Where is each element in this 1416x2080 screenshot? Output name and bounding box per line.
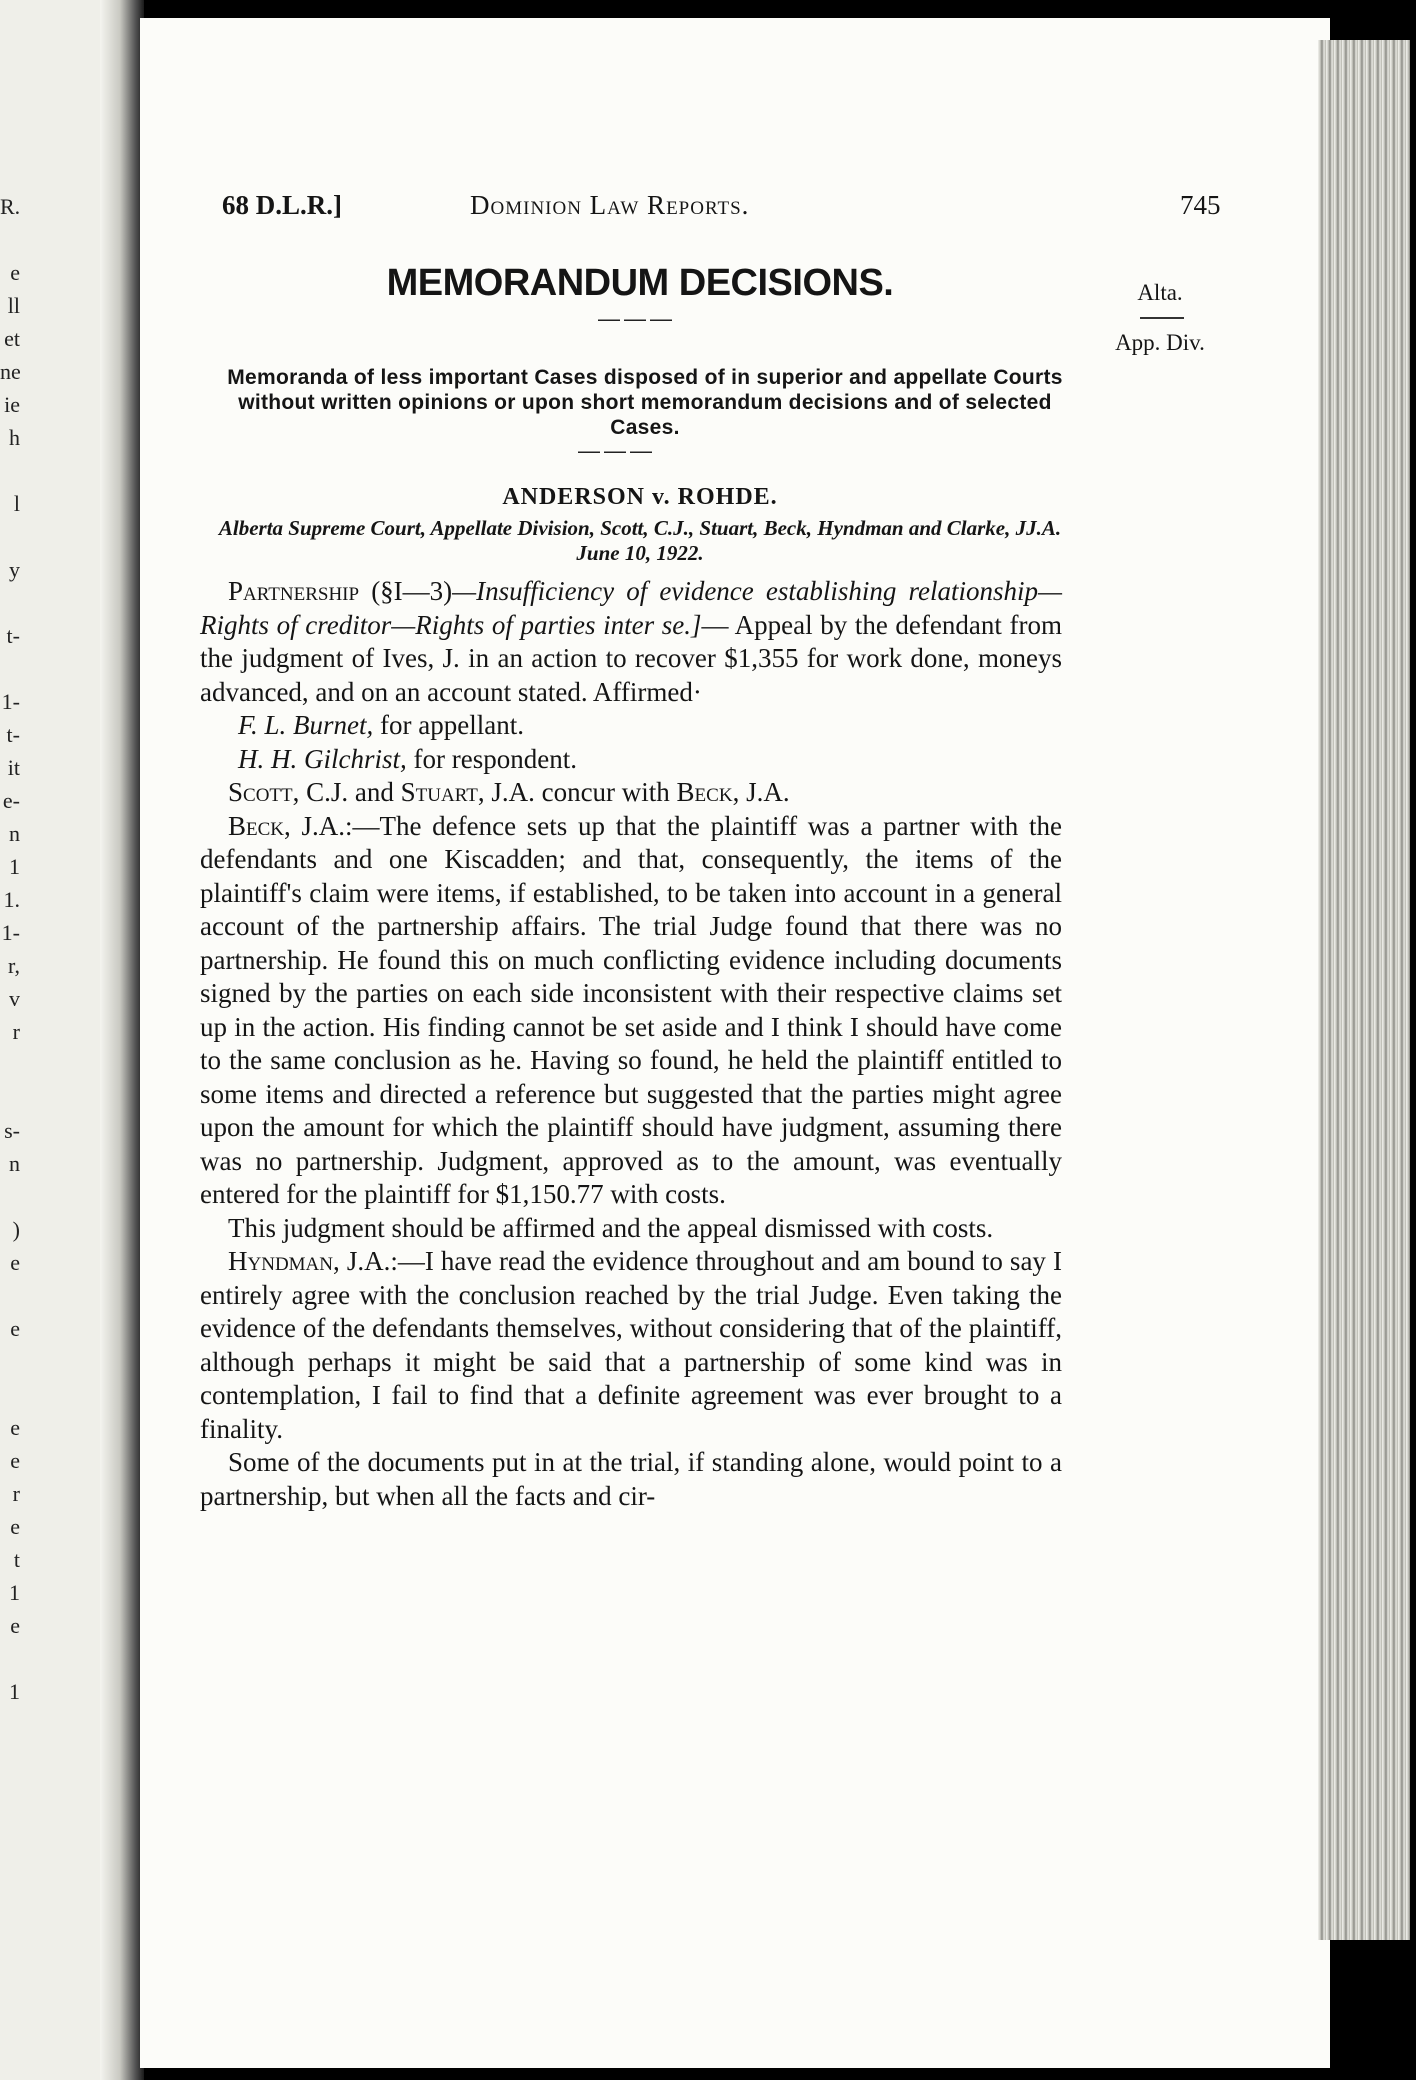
facing-page-fragment: [0, 1048, 20, 1081]
facing-page-fragment: v: [9, 986, 20, 1011]
page-number: 745: [1180, 190, 1221, 220]
concurrence-text-2: , J.A. concur with: [477, 777, 677, 807]
headnote-ref: (§I—3): [371, 576, 453, 606]
facing-page-fragment: ne: [0, 359, 21, 384]
margin-note-court: App. Div.: [1115, 330, 1205, 355]
judge-beck: Beck: [676, 777, 733, 807]
facing-page-fragment: t-: [6, 623, 20, 648]
facing-page-fragment: [0, 1345, 20, 1378]
facing-page-fragment: 1-: [1, 920, 20, 945]
facing-page-fragment: e: [10, 1613, 20, 1638]
running-head-volume: 68 D.L.R.]: [222, 190, 342, 220]
facing-page-fragment: 1: [9, 854, 20, 879]
facing-page-fragment: e-: [2, 788, 20, 813]
facing-page-fragment: [0, 1081, 20, 1114]
counsel-appellant-name: F. L. Burnet,: [238, 710, 374, 740]
facing-page-fragment: 1.: [3, 887, 20, 912]
facing-page-fragment: ie: [4, 392, 20, 417]
headnote-label: Partnership: [228, 576, 360, 606]
facing-page: [0, 0, 112, 2080]
concurrence-text-1: , C.J. and: [292, 777, 401, 807]
beck-name: Beck: [228, 810, 285, 841]
facing-page-fragment: [0, 1279, 20, 1312]
facing-page-fragment: [0, 1642, 20, 1675]
concurrence-text-3: , J.A.: [732, 777, 790, 807]
court-line: Alberta Supreme Court, Appellate Division, Scott, C.J., Stuart, Beck, Hyndman and Clarke, JJ.A. June 10, 1922.: [218, 516, 1062, 565]
facing-page-fragment: e: [10, 1514, 20, 1539]
facing-page-fragment: t-: [6, 722, 20, 747]
facing-page-fragment: [0, 1180, 20, 1213]
facing-page-fragment: [0, 1378, 20, 1411]
facing-page-fragment: [0, 223, 20, 256]
facing-page-fragment: [0, 454, 20, 487]
facing-page-fragment: et: [4, 326, 20, 351]
facing-page-fragment: 1: [9, 1679, 20, 1704]
judge-scott: Scott: [228, 777, 293, 807]
facing-page-fragment: it: [7, 755, 20, 780]
case-body: [200, 575, 1062, 1513]
facing-page-fragment: 1: [9, 1580, 20, 1605]
facing-page-fragment: e: [10, 1415, 20, 1440]
counsel-respondent-role: for respondent.: [406, 743, 577, 774]
section-title: MEMORANDUM DECISIONS.: [386, 262, 894, 304]
beck-opinion-text: , J.A.:—The defence sets up that the plaintiff was a partner with the defendants and one Kiscadden; and that, consequently, the items of the plaintiff's claim were items, if established, to be taken into account in a general account of the partnership affairs. The trial Judge found that there was no partnership. He found this on much conflicting evidence including documents signed by the parties on each side inconsistent with their respective claims set up in the action. His finding cannot be set aside and I think I should have come to the same conclusion as he. Having so found, he held the plaintiff entitled to some items and directed a reference but suggested that the parties might agree upon the amount for which the plaintiff should have judgment, assuming there was no partnership. Judgment, approved as to the amount, was eventually entered for the plaintiff for $1,150.77 with costs.: [200, 810, 1062, 1209]
facing-page-fragment: r: [12, 1019, 20, 1044]
counsel-appellant-role: for appellant.: [373, 710, 524, 740]
page-edges: [1318, 40, 1410, 1940]
facing-page-fragment: r,: [8, 953, 20, 978]
running-head-title: Dominion Law Reports.: [470, 190, 750, 220]
facing-page-fragment: e: [10, 1448, 20, 1473]
headnote-body: — Appeal by the defendant from the judgment of Ives, J. in an action to recover $1,355 for work done, moneys advanced, and on an account stated. Affirmed·: [200, 609, 1062, 707]
facing-page-fragment: e: [10, 1316, 20, 1341]
continuation-paragraph: Some of the documents put in at the trial, if standing alone, would point to a partnership, but when all the facts and cir-: [200, 1447, 1062, 1511]
counsel-appellant: [200, 709, 1062, 743]
facing-page-fragment: r: [12, 1481, 20, 1506]
facing-page-fragment: t: [13, 1547, 20, 1572]
judge-stuart: Stuart: [400, 777, 478, 807]
margin-note-rule: [1140, 317, 1184, 319]
facing-page-fragment: l: [13, 491, 20, 516]
counsel-respondent-name: H. H. Gilchrist,: [238, 743, 407, 774]
facing-page-fragment: h: [9, 425, 20, 450]
beck-conclusion: This judgment should be affirmed and the appeal dismissed with costs.: [228, 1212, 994, 1243]
counsel-respondent: [200, 743, 1062, 777]
facing-page-fragment: n: [9, 1151, 20, 1176]
hyndman-name: Hyndman: [228, 1246, 333, 1276]
headnote-subject: —Insufficiency of evidence establishing relationship—Rights of creditor—Rights of parties inter se.]: [200, 576, 1063, 640]
margin-note-province: Alta.: [1137, 280, 1183, 305]
hyndman-opinion: [200, 1245, 1062, 1446]
facing-page-fragment: ll: [7, 293, 20, 318]
separator-bottom: ———: [578, 438, 656, 463]
facing-page-fragment: y: [9, 557, 20, 582]
concurrence: [200, 776, 1062, 810]
separator-top: ———: [598, 306, 676, 331]
facing-page-fragment: s-: [4, 1118, 20, 1143]
facing-page-fragment: [0, 652, 20, 685]
book-gutter: [100, 0, 144, 2080]
facing-page-fragment: e: [10, 260, 20, 285]
facing-page-fragment: [0, 586, 20, 619]
headnote: [200, 575, 1062, 709]
facing-page-text-fragments: [0, 190, 20, 1708]
facing-page-fragment: ): [12, 1217, 20, 1242]
facing-page-fragment: R.: [0, 194, 21, 219]
hyndman-opinion-text: , J.A.:—I have read the evidence throughout and am bound to say I entirely agree with the conclusion reached by the trial Judge. Even taking the evidence of the defendants themselves, without considering that of the plaintiff, although perhaps it might be said that a partnership of some kind was in contemplation, I fail to find that a definite agreement was ever brought to a finality.: [200, 1246, 1062, 1444]
memoranda-intro: Memoranda of less important Cases disposed of in superior and appellate Courts without written opinions or upon short memorandum decisions and of selected Cases.: [227, 366, 1063, 439]
facing-page-fragment: 1-: [1, 689, 20, 714]
case-title: ANDERSON v. ROHDE.: [502, 484, 778, 510]
beck-opinion: [200, 810, 1062, 1212]
facing-page-fragment: [0, 520, 20, 553]
facing-page-fragment: e: [10, 1250, 20, 1275]
facing-page-fragment: n: [9, 821, 20, 846]
